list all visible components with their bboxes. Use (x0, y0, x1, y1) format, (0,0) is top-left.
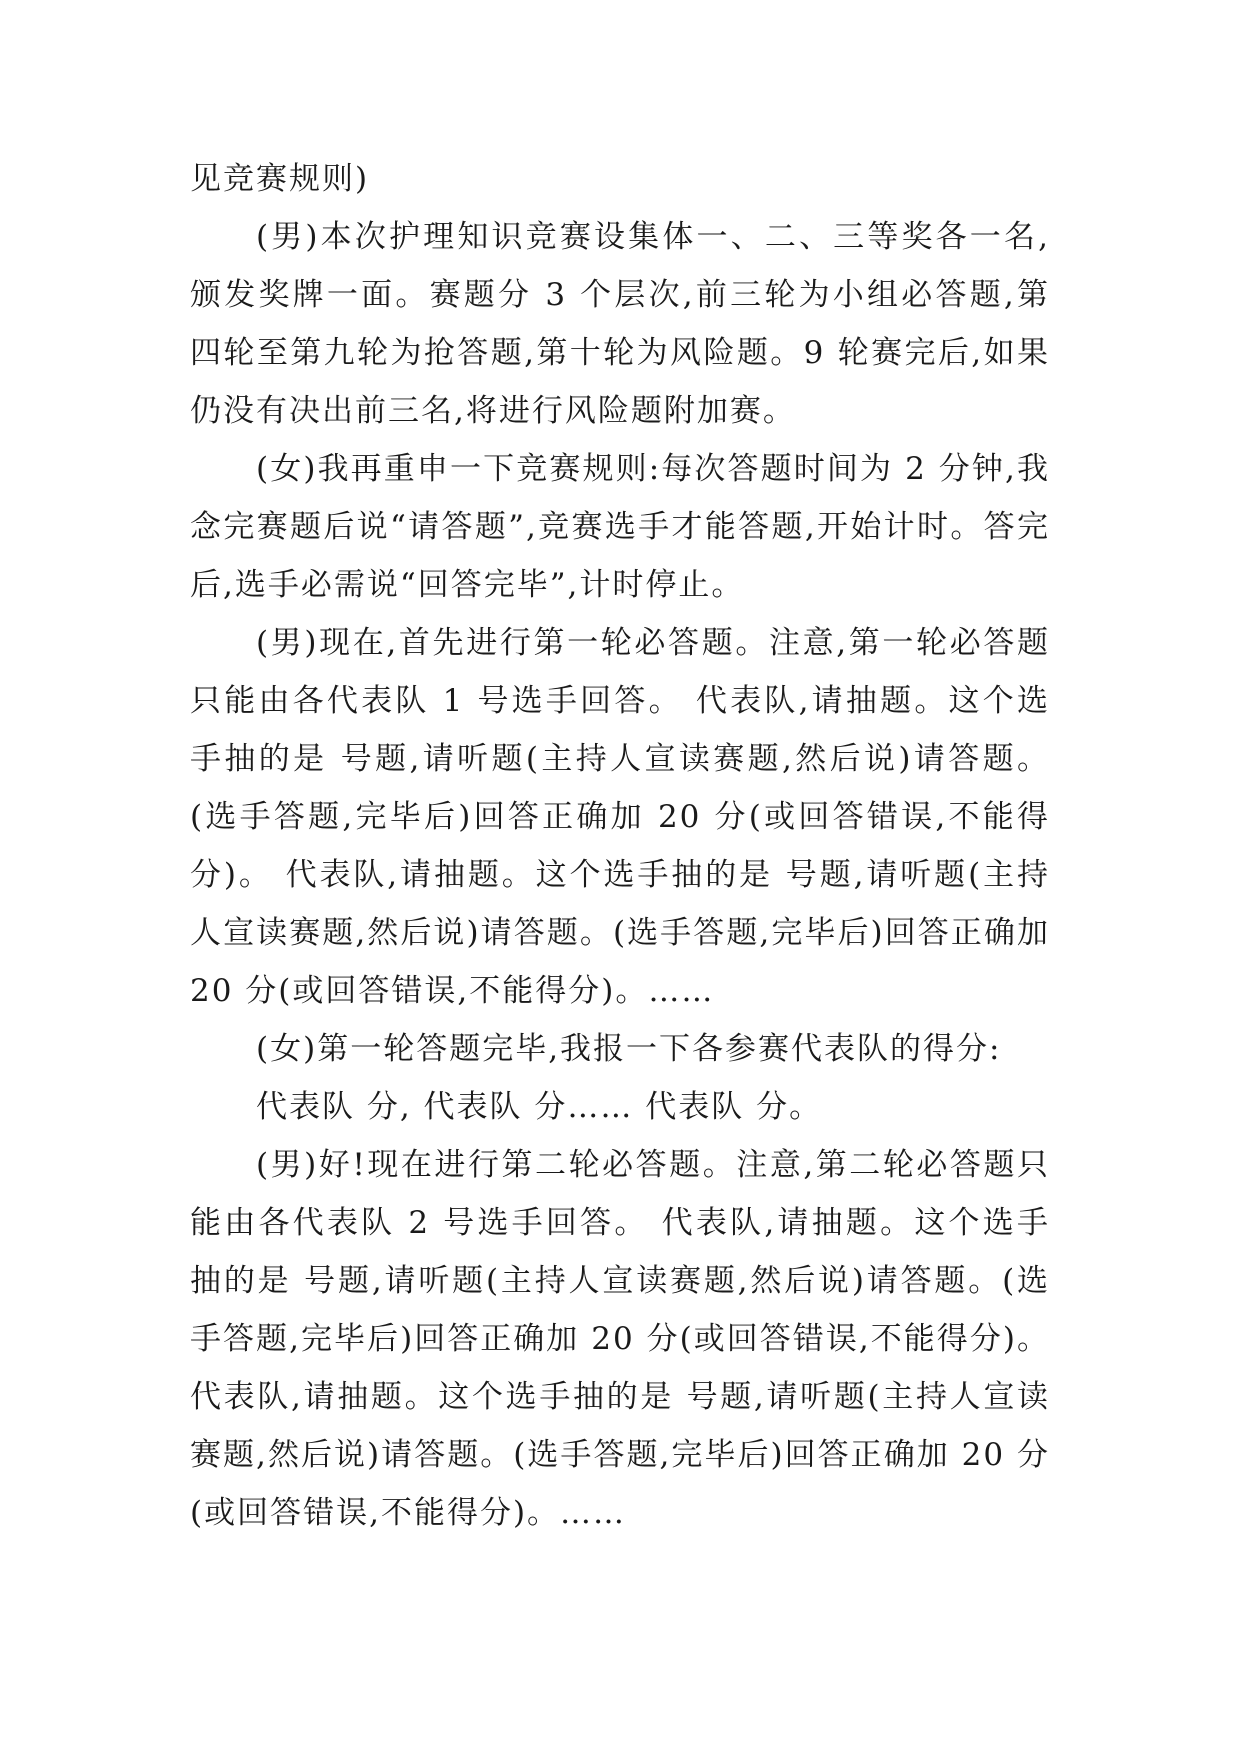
paragraph-male-round-two: (男)好!现在进行第二轮必答题。注意,第二轮必答题只能由各代表队 2 号选手回答。 代表队,请抽题。这个选手抽的是 号题,请听题(主持人宣读赛题,然后说)请答题。(选手答题,完毕后)回答正确加 20 分(或回答错误,不能得分)。 代表队,请抽题。这个选手抽的是 号题,请听题(主持人宣读赛题,然后说)请答题。(选手答题,完毕后)回答正确加 20 分(或回答错误,不能得分)。…… (190, 1147, 1050, 1531)
paragraph-continuation: 见竞赛规则) (190, 161, 370, 197)
paragraph-male-awards: (男)本次护理知识竞赛设集体一、二、三等奖各一名,颁发奖牌一面。赛题分 3 个层次,前三轮为小组必答题,第四轮至第九轮为抢答题,第十轮为风险题。9 轮赛完后,如果仍没有决出前三名,将进行风险题附加赛。 (190, 219, 1050, 429)
paragraph-score-line: 代表队 分, 代表队 分…… 代表队 分。 (256, 1089, 823, 1125)
document-body (190, 150, 1050, 1542)
paragraph-female-rules: (女)我再重申一下竞赛规则:每次答题时间为 2 分钟,我念完赛题后说“请答题”,竞赛选手才能答题,开始计时。答完后,选手必需说“回答完毕”,计时停止。 (190, 451, 1050, 603)
paragraph-female-round-one-scores: (女)第一轮答题完毕,我报一下各参赛代表队的得分: (256, 1031, 1002, 1067)
paragraph-male-round-one: (男)现在,首先进行第一轮必答题。注意,第一轮必答题只能由各代表队 1 号选手回答。 代表队,请抽题。这个选手抽的是 号题,请听题(主持人宣读赛题,然后说)请答题。(选手答题,完毕后)回答正确加 20 分(或回答错误,不能得分)。 代表队,请抽题。这个选手抽的是 号题,请听题(主持人宣读赛题,然后说)请答题。(选手答题,完毕后)回答正确加 20 分(或回答错误,不能得分)。…… (190, 625, 1050, 1009)
